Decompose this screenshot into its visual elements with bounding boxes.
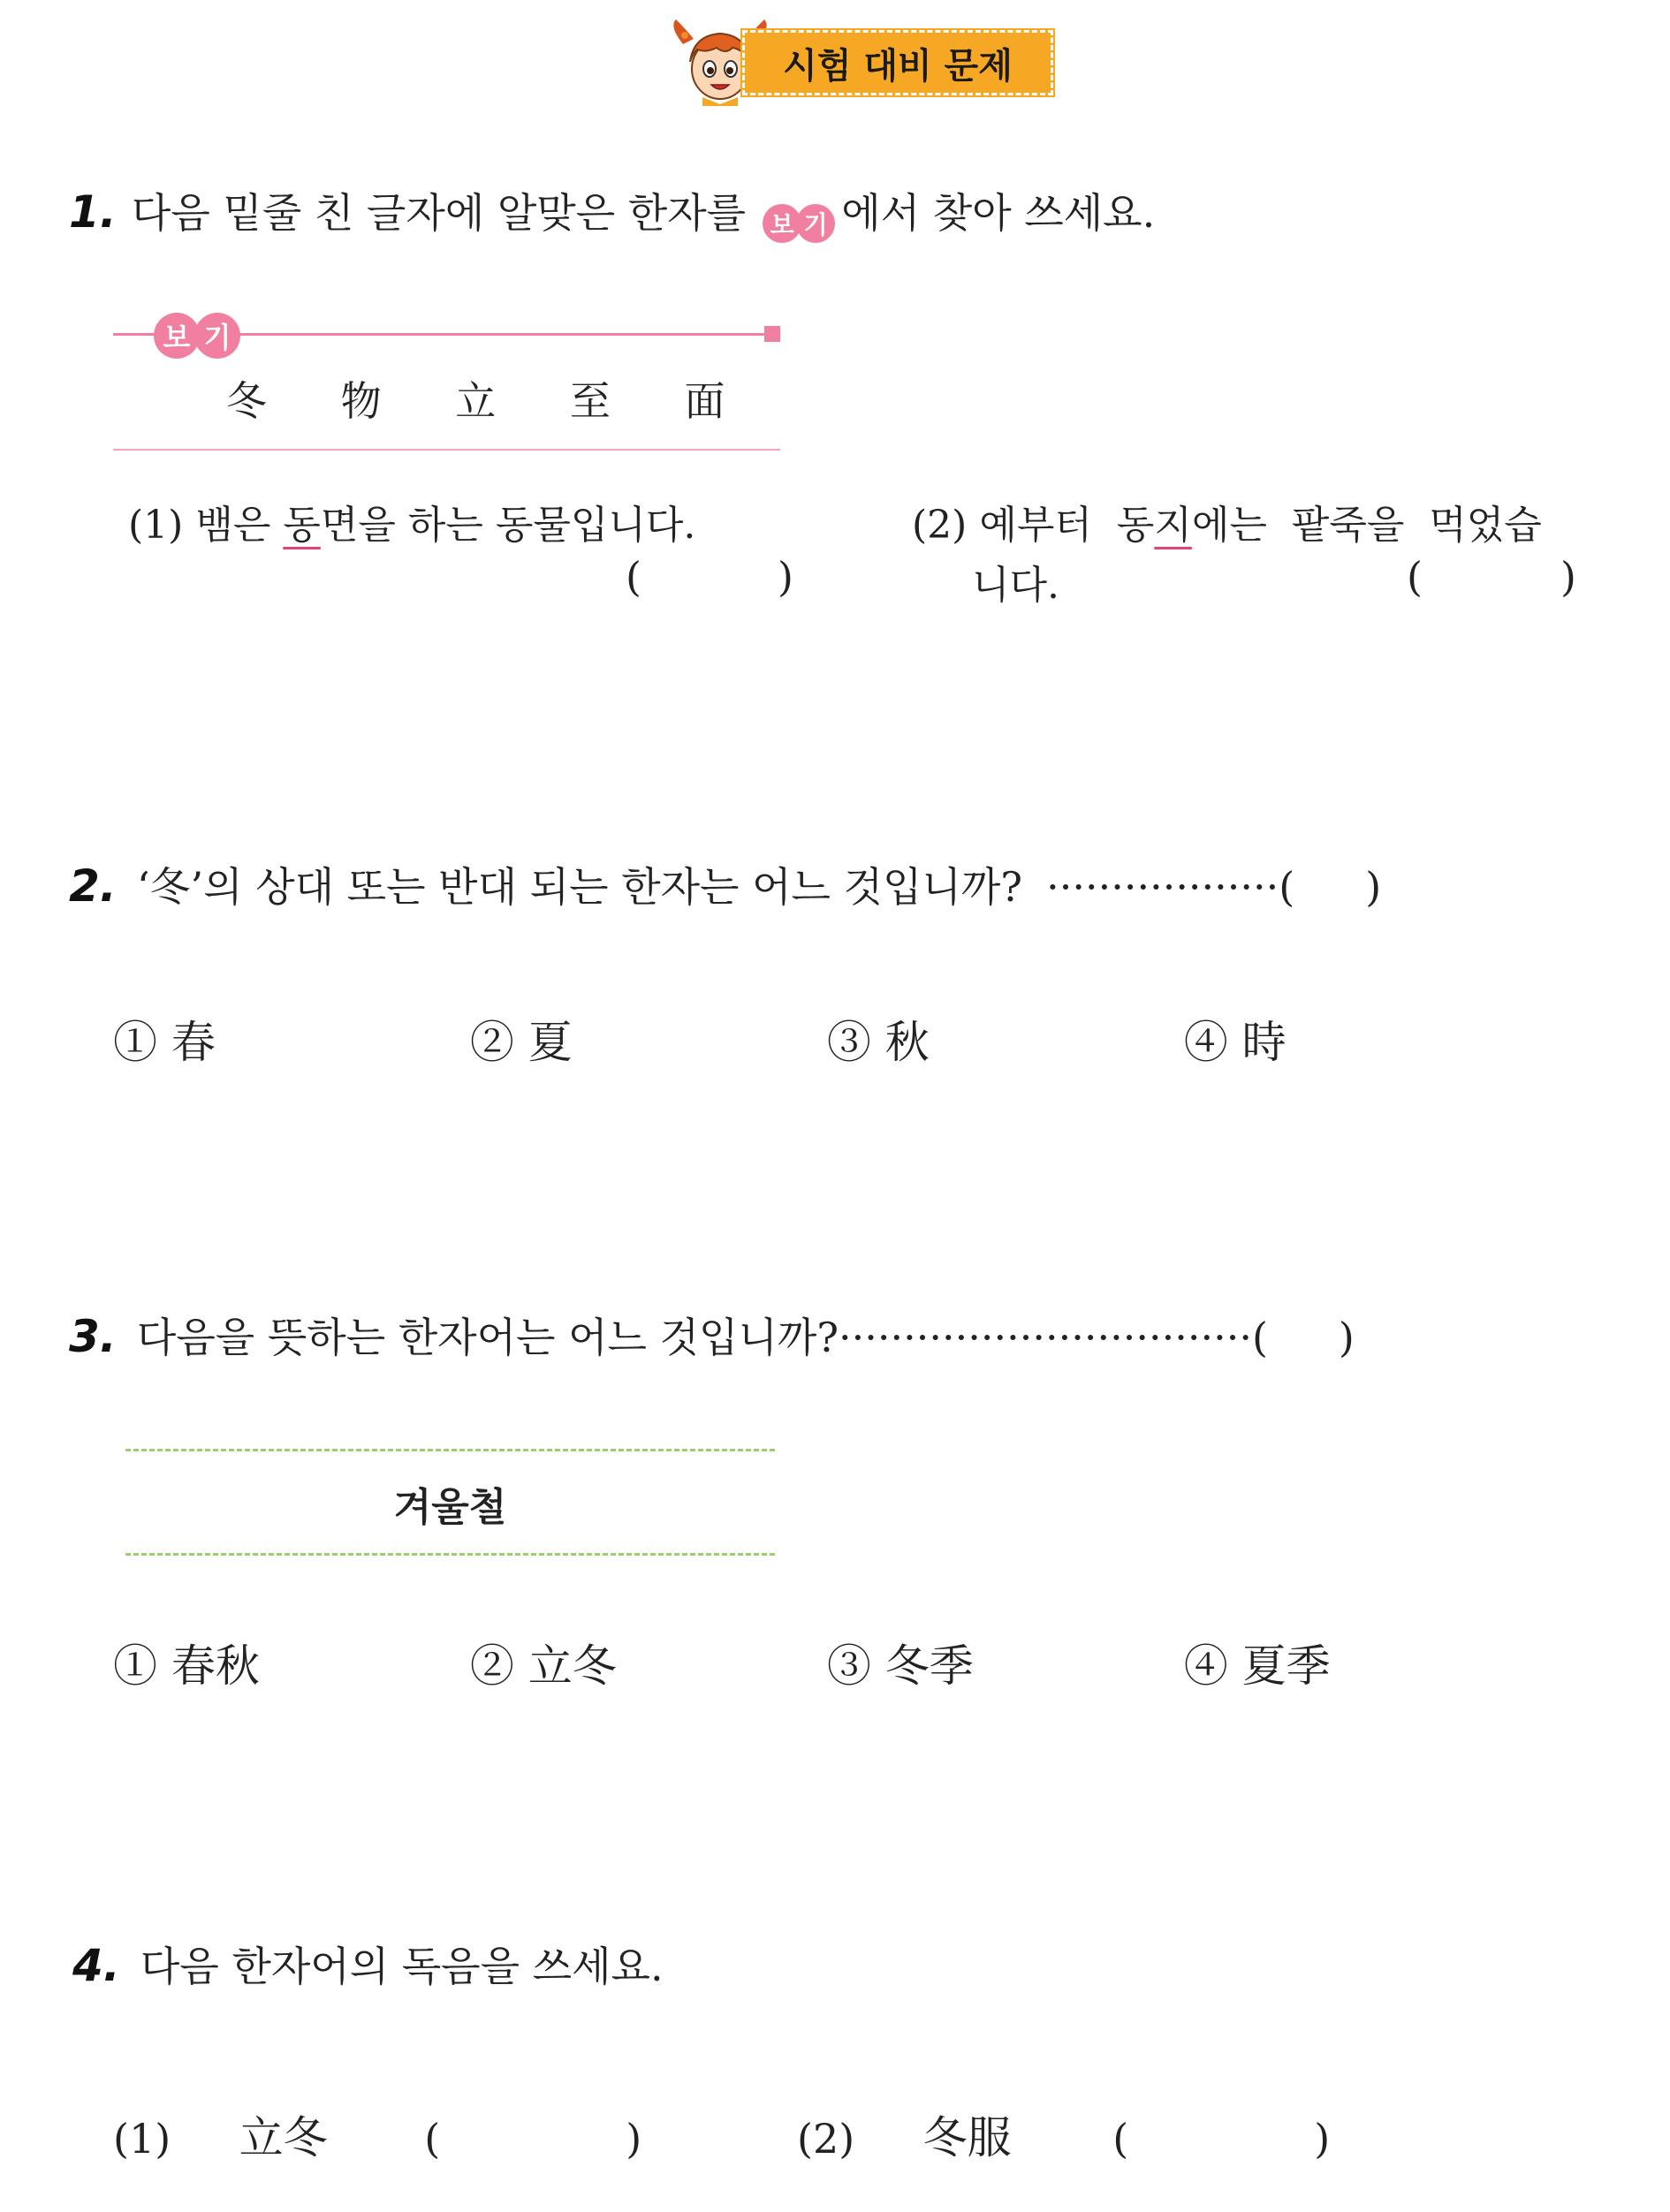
- choice-option[interactable]: ① 春: [113, 1017, 216, 1068]
- answer-paren-close: ): [1560, 553, 1576, 601]
- bogi-badge: [763, 204, 830, 243]
- item-label: (1): [113, 2115, 171, 2163]
- choice-option[interactable]: ③ 秋: [826, 1017, 930, 1068]
- answer-paren-open: (: [424, 2115, 441, 2163]
- answer-paren-open: (: [1251, 1314, 1268, 1361]
- question-2: [69, 855, 1381, 913]
- answer-paren-close: ): [626, 2115, 642, 2163]
- q4-item-1: [113, 2102, 641, 2166]
- bogi-char: 보: [154, 313, 200, 359]
- answer-paren-open: (: [1407, 553, 1423, 601]
- sub-label: (2): [912, 503, 968, 548]
- underlined-syllable: 동: [283, 503, 321, 548]
- choice-option[interactable]: ④ 時: [1183, 1017, 1287, 1068]
- question-text: 다음 한자어의 독음을 쓰세요.: [140, 1943, 664, 1990]
- bogi-char: 기: [796, 204, 835, 243]
- answer-blank[interactable]: [649, 557, 773, 601]
- header-banner: [667, 25, 1056, 104]
- sub-text: 면을 하는 동물입니다.: [320, 503, 696, 548]
- sub-text-line2: 니다.: [972, 563, 1059, 608]
- bogi-bottom-line: [113, 449, 780, 451]
- hanja-word: 冬服: [922, 2112, 1012, 2163]
- answer-paren-close: ): [778, 553, 793, 601]
- question-text: ‘冬’의 상대 또는 반대 되는 한자는 어느 것입니까?: [136, 863, 1022, 911]
- bogi-hanja: 至: [569, 377, 611, 425]
- dashed-line-top: [125, 1449, 775, 1451]
- bogi-char: 보: [763, 204, 801, 243]
- answer-paren-close: ): [1314, 2115, 1331, 2163]
- question-number: 3.: [69, 1311, 117, 1362]
- choice-option[interactable]: ① 春秋: [113, 1640, 260, 1692]
- question-text: 에서 찾아 쓰세요.: [841, 189, 1156, 237]
- bogi-hanja-list: [226, 369, 738, 428]
- sub-text: 예부터 동: [967, 503, 1155, 548]
- question-text: 다음 밑줄 친 글자에 알맞은 한자를: [131, 189, 747, 237]
- leader-dots: ································: [839, 1314, 1252, 1361]
- question-number: 1.: [69, 186, 117, 238]
- header-title: 시험 대비 문제: [783, 45, 1013, 87]
- answer-paren-close: ): [1338, 1314, 1355, 1361]
- hanja-word: 立冬: [239, 2112, 328, 2163]
- question-3: [69, 1306, 1355, 1364]
- dashed-line-bottom: [125, 1553, 775, 1556]
- bogi-char: 기: [194, 313, 240, 359]
- question-1: [69, 181, 1155, 243]
- bogi-badge: [154, 313, 235, 359]
- question-text: 다음을 뜻하는 한자어는 어느 것입니까?: [136, 1314, 839, 1361]
- header-title-box: [742, 30, 1053, 95]
- bogi-hanja: 冬: [226, 377, 267, 425]
- q4-item-2: [797, 2102, 1330, 2166]
- answer-paren-open: (: [1279, 863, 1295, 911]
- choice-option[interactable]: ④ 夏季: [1183, 1640, 1331, 1692]
- sub-text: 에는 팥죽을 먹었습: [1191, 503, 1542, 548]
- bogi-hanja: 物: [340, 377, 382, 425]
- question-number: 4.: [72, 1940, 120, 1991]
- q2-choices: [113, 1007, 1361, 1071]
- bogi-hanja: 立: [455, 377, 497, 425]
- question-4: [72, 1935, 664, 1993]
- answer-paren-open: (: [1112, 2115, 1129, 2163]
- answer-blank[interactable]: [1431, 557, 1555, 601]
- meaning-word: 겨울철: [393, 1485, 507, 1530]
- answer-paren-close: ): [1365, 863, 1382, 911]
- item-label: (2): [797, 2115, 855, 2163]
- q1-sub1: [128, 493, 695, 549]
- sub-text: 뱀은: [183, 503, 284, 548]
- q1-sub2: [912, 493, 1542, 549]
- underlined-syllable: 지: [1154, 503, 1192, 548]
- sub-label: (1): [128, 503, 184, 548]
- choice-option[interactable]: ② 夏: [469, 1017, 573, 1068]
- meaning-box: [125, 1449, 775, 1559]
- choice-option[interactable]: ② 立冬: [469, 1640, 617, 1692]
- answer-paren-open: (: [626, 553, 641, 601]
- bogi-hanja: 面: [684, 377, 725, 425]
- question-number: 2.: [69, 860, 117, 912]
- q3-choices: [113, 1631, 1378, 1694]
- bogi-box: [113, 309, 785, 455]
- bogi-end-square: [764, 326, 780, 342]
- leader-dots: ··················: [1046, 863, 1279, 911]
- choice-option[interactable]: ③ 冬季: [826, 1640, 974, 1692]
